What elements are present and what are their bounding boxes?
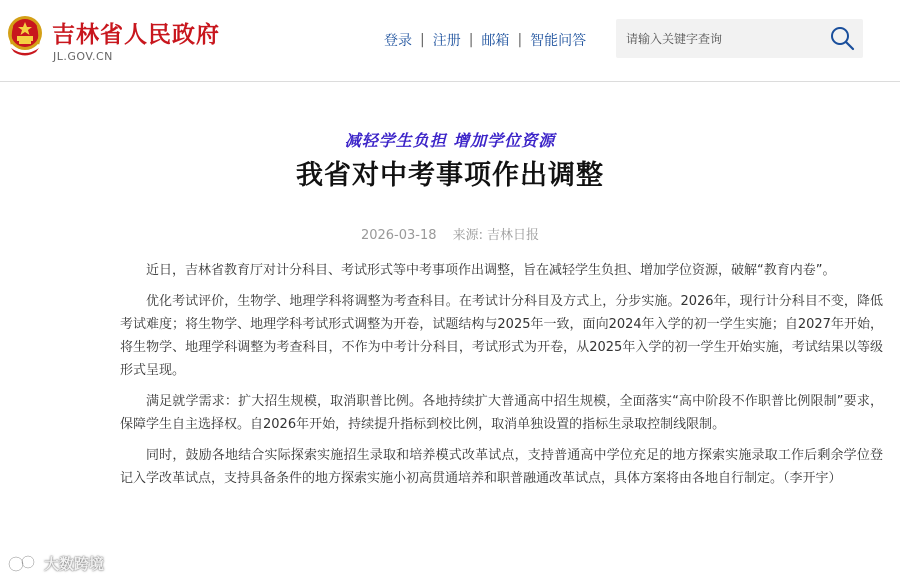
source-name: 吉林日报 — [487, 228, 540, 243]
site-header — [0, 0, 900, 82]
nav-separator: | — [517, 32, 523, 48]
login-link[interactable]: 登录 — [384, 33, 412, 49]
article-paragraph: 满足就学需求：扩大招生规模，取消职普比例。各地持续扩大普通高中招生规模，全面落实“高中阶段不作职普比例限制”要求，保障学生自主选择权。自2026年开始，持续提升指标到校比例，取消单独设置的指标生录取控制线限制。 — [120, 394, 883, 432]
article-subtitle: 减轻学生负担 增加学位资源 — [344, 131, 556, 150]
article-paragraph: 同时，鼓励各地结合实际探索实施招生录取和培养模式改革试点，支持普通高中学位充足的地方探索实施录取工作后剩余学位登记入学改革试点，支持具备条件的地方探索实施小初高贯通培养和职普融通改革试点，具体方案将由各地自行制定。（李开宇） — [120, 448, 883, 486]
top-nav — [384, 30, 586, 50]
mail-link[interactable]: 邮箱 — [481, 33, 510, 49]
article-body — [120, 259, 883, 498]
search-button[interactable] — [827, 25, 857, 52]
nav-separator: | — [420, 32, 425, 48]
national-emblem-icon[interactable] — [6, 14, 44, 58]
article-paragraph: 近日，吉林省教育厅对计分科目、考试形式等中考事项作出调整，旨在减轻学生负担、增加学位资源，破解“教育内卷”。 — [146, 263, 836, 278]
search-input[interactable] — [626, 19, 822, 58]
nav-separator: | — [468, 32, 474, 48]
source-label: 来源: — [452, 228, 484, 243]
site-name[interactable]: 吉林省人民政府 — [52, 22, 220, 48]
smart-qa-link[interactable]: 智能问答 — [530, 33, 587, 49]
watermark — [6, 552, 104, 574]
publish-date: 2026-03-18 — [360, 228, 437, 243]
watermark-logo-icon — [6, 552, 40, 574]
article-paragraph: 优化考试评价，生物学、地理学科将调整为考查科目。在考试计分科目及方式上，分步实施。2026年，现行计分科目不变，降低考试难度；将生物学、地理学科考试形式调整为开卷，试题结构与2025年一致，面向2024年入学的初一学生实施；自2027年开始，将生物学、地理学科调整为考查科目，不作为中考计分科目，考试形式为开卷，从2025年入学的初一学生开始实施，考试结果以等级形式呈现。 — [120, 294, 883, 378]
register-link[interactable]: 注册 — [432, 33, 461, 49]
article-meta — [0, 224, 900, 243]
search-box — [616, 19, 863, 58]
watermark-text: 大数跨境 — [44, 554, 105, 573]
search-icon — [829, 25, 855, 51]
site-domain: JL.GOV.CN — [53, 50, 113, 63]
article-title: 我省对中考事项作出调整 — [296, 160, 604, 191]
